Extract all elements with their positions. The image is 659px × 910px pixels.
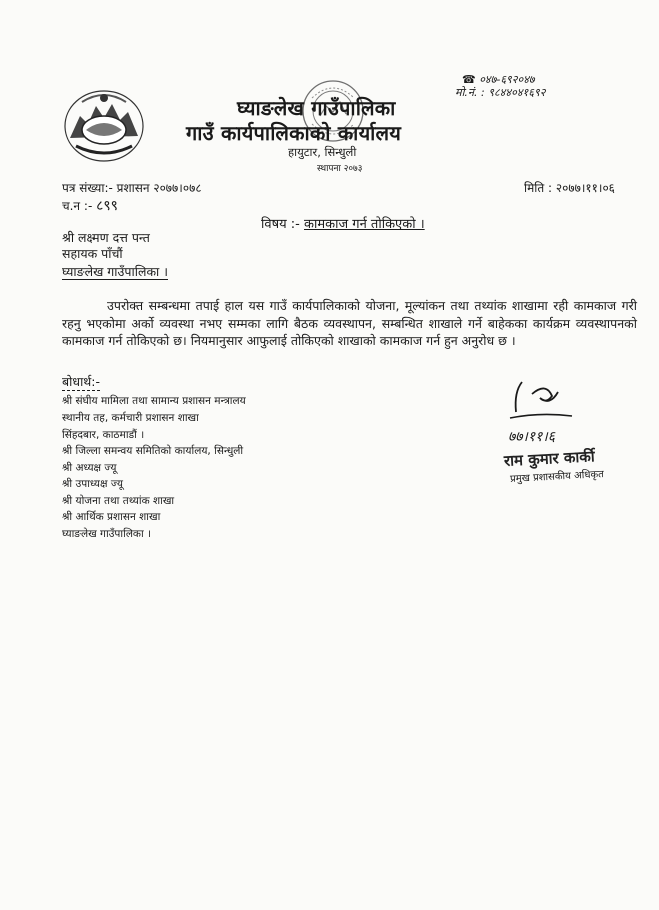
recipient-name: श्री लक्ष्मण दत्त पन्त (62, 230, 150, 245)
cc-item: श्री आर्थिक प्रशासन शाखा (62, 511, 161, 523)
cc-item: श्री संघीय मामिला तथा सामान्य प्रशासन मन्त्रालय (62, 395, 246, 407)
signature-date: ७७।११।६ (508, 429, 556, 445)
signatory-title: प्रमुख प्रशासकीय अधिकृत (509, 469, 605, 485)
cc-item: श्री जिल्ला समन्वय समितिको कार्यालय, सिन्धुली (62, 445, 244, 457)
dispatch-value: ८९९ (96, 198, 118, 214)
office-address: हायुटार, सिन्धुली (288, 145, 357, 159)
cc-item: घ्याङलेख गाउँपालिका । (62, 528, 152, 540)
letter-subject (261, 214, 425, 232)
cc-item: सिंहदबार, काठमाडौं । (62, 429, 145, 441)
phone-number: ☎ ०४७-६९२०४७ (462, 73, 535, 86)
cc-item: श्री उपाध्यक्ष ज्यू (62, 478, 123, 490)
subject-label: विषय :- (261, 217, 300, 232)
cc-label: बोधार्थ:- (62, 374, 101, 389)
cc-item: स्थानीय तह, कर्मचारी प्रशासन शाखा (62, 412, 199, 424)
office-title-line1: घ्याङलेख गाउँपालिका (237, 96, 396, 120)
established-year: स्थापना २०७३ (317, 164, 363, 174)
letter-date: मिति : २०७७।११।०६ (524, 181, 615, 195)
recipient-office: घ्याङलेख गाउँपालिका । (62, 264, 168, 279)
mobile-number: मो.नं. : ९८४४०४१६९२ (455, 86, 546, 99)
nepal-emblem-logo (62, 86, 146, 164)
cc-item: श्री योजना तथा तथ्यांक शाखा (62, 495, 175, 507)
cc-item: श्री अध्यक्ष ज्यू (62, 462, 117, 474)
office-title-line2: गाउँ कार्यपालिकाको कार्यालय (186, 121, 402, 145)
dispatch-number (62, 196, 118, 215)
dispatch-label: च.न :- (62, 199, 93, 213)
letter-body: उपरोक्त सम्बन्धमा तपाई हाल यस गाउँ कार्यपालिकाको योजना, मूल्यांकन तथा तथ्यांक शाखामा रही कामकाज गरी रहनु भएकोमा अर्को व्यवस्था नभए सम्मका लागि बैठक व्यवस्थापन, सम्बन्धित शाखाले गर्ने बाहेकका कार्यक्रम व्यवस्थापनको कामकाज गर्न तोकिएको छ। नियमानुसार आफुलाई तोकिएको शाखाको कामकाज गर्न हुन अनुरोध छ । (62, 298, 637, 348)
recipient-position: सहायक पाँचौं (62, 246, 123, 261)
reference-number: पत्र संख्या:- प्रशासन २०७७।०७८ (62, 181, 202, 195)
signatory-name: राम कुमार कार्की (503, 447, 596, 470)
subject-text: कामकाज गर्न तोकिएको । (304, 217, 425, 232)
